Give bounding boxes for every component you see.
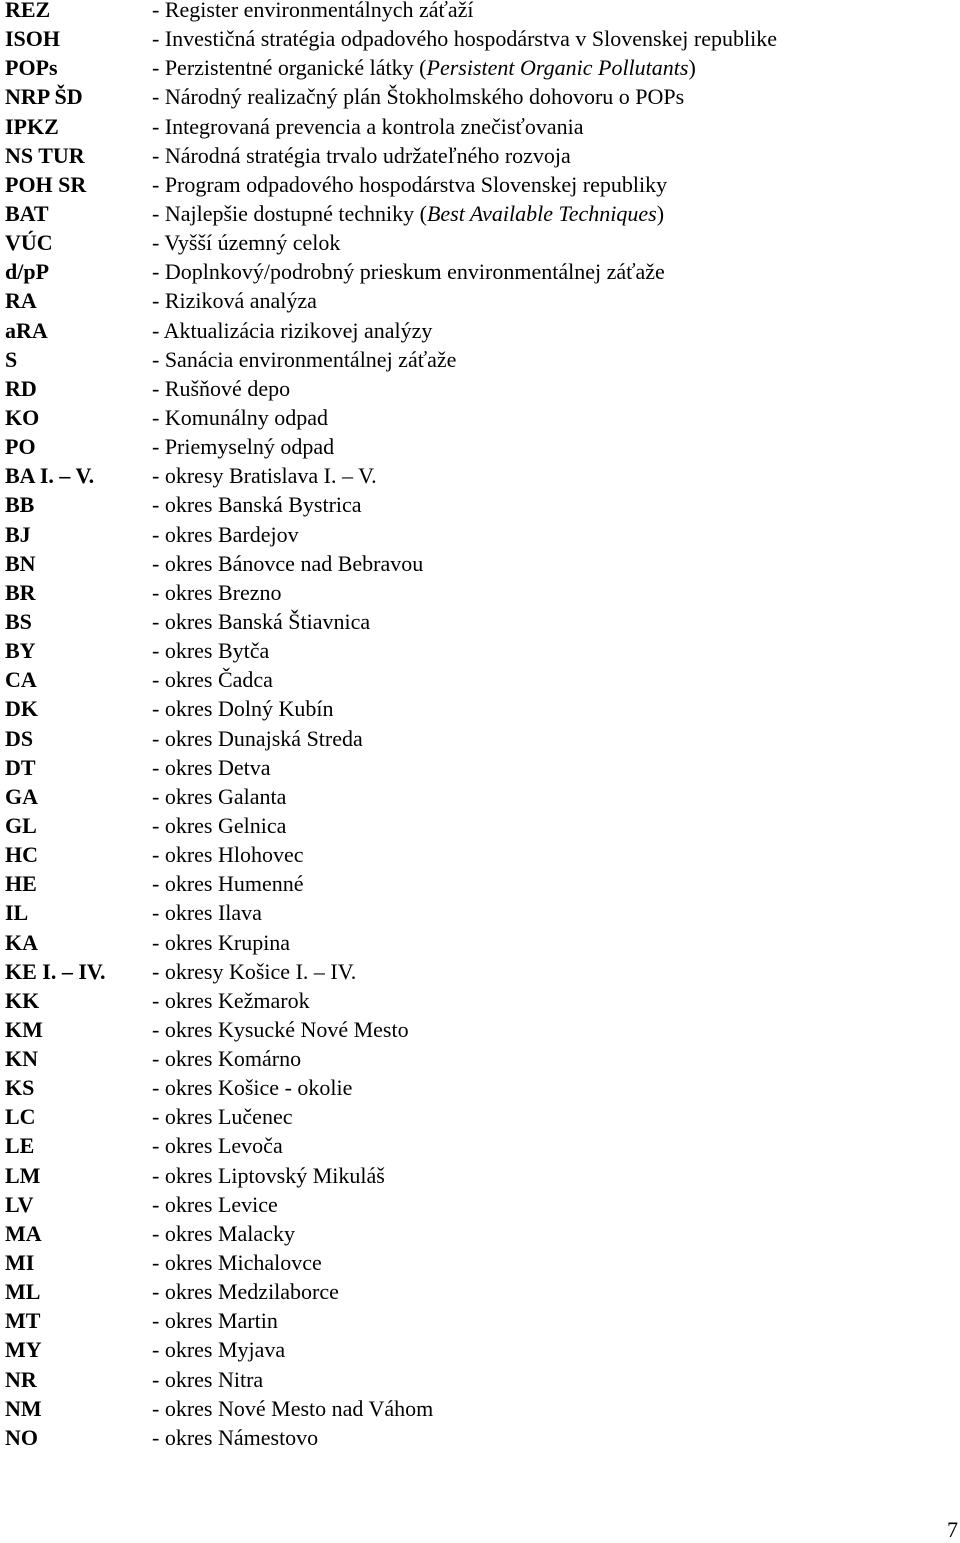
description-text: - okres Liptovský Mikuláš xyxy=(152,1162,385,1188)
abbreviation-description xyxy=(152,141,571,170)
abbreviation: NS TUR xyxy=(5,142,85,168)
abbreviation-description xyxy=(152,112,583,141)
abbreviation-description xyxy=(152,461,377,490)
abbreviation-row xyxy=(5,928,955,957)
abbreviation: LE xyxy=(5,1133,35,1159)
abbreviation: MY xyxy=(5,1337,42,1363)
description-text: - Aktualizácia rizikovej analýzy xyxy=(152,317,433,343)
abbreviation-row xyxy=(5,811,955,840)
description-text: - Register environmentálnych záťaží xyxy=(152,0,474,22)
abbreviation-description xyxy=(152,1423,318,1452)
abbreviation-row xyxy=(5,403,955,432)
description-text: - okresy Košice I. – IV. xyxy=(152,958,357,984)
abbreviation-row xyxy=(5,1073,955,1102)
abbreviation: LM xyxy=(5,1162,41,1188)
description-text: - okres Bardejov xyxy=(152,521,299,547)
abbreviation-row xyxy=(5,694,955,723)
abbreviation: RA xyxy=(5,288,37,314)
abbreviation: DT xyxy=(5,754,36,780)
abbreviation-description xyxy=(152,694,333,723)
abbreviation-description xyxy=(152,840,304,869)
description-text: - okres Kysucké Nové Mesto xyxy=(152,1016,409,1042)
description-text-end: ) xyxy=(656,200,665,226)
abbreviation-row xyxy=(5,869,955,898)
abbreviation-row xyxy=(5,1394,955,1423)
description-text: - okres Nitra xyxy=(152,1366,264,1392)
abbreviation: ML xyxy=(5,1279,41,1305)
abbreviation: CA xyxy=(5,667,37,693)
abbreviation-description xyxy=(152,986,310,1015)
abbreviation-description xyxy=(152,898,262,927)
description-text: - Sanácia environmentálnej záťaže xyxy=(152,346,457,372)
description-text: - okres Dunajská Streda xyxy=(152,725,363,751)
description-text: - okres Hlohovec xyxy=(152,842,304,868)
description-text: - okres Nové Mesto nad Váhom xyxy=(152,1395,434,1421)
abbreviation: NR xyxy=(5,1366,37,1392)
abbreviation-description xyxy=(152,1248,322,1277)
description-text: - okres Malacky xyxy=(152,1220,295,1246)
abbreviation-description xyxy=(152,403,328,432)
description-text: - okres Humenné xyxy=(152,871,304,897)
abbreviation-description xyxy=(152,24,777,53)
abbreviation-row xyxy=(5,199,955,228)
abbreviation-description xyxy=(152,82,684,111)
abbreviation: REZ xyxy=(5,0,51,22)
abbreviation-description xyxy=(152,0,474,24)
abbreviation: DS xyxy=(5,725,34,751)
abbreviation-row xyxy=(5,461,955,490)
abbreviation-row xyxy=(5,228,955,257)
description-text: - okres Námestovo xyxy=(152,1424,319,1450)
abbreviation: aRA xyxy=(5,317,48,343)
abbreviation: BN xyxy=(5,550,36,576)
abbreviation-description xyxy=(152,170,667,199)
abbreviation-row xyxy=(5,82,955,111)
abbreviation: BY xyxy=(5,638,36,664)
abbreviation: BA I. – V. xyxy=(5,463,95,489)
abbreviation-description xyxy=(152,1277,339,1306)
abbreviation: HC xyxy=(5,842,38,868)
abbreviation-description xyxy=(152,782,286,811)
abbreviation-row xyxy=(5,170,955,199)
description-text: - okres Lučenec xyxy=(152,1104,293,1130)
abbreviation-description xyxy=(152,1335,285,1364)
abbreviation-row xyxy=(5,898,955,927)
abbreviation: KK xyxy=(5,987,40,1013)
abbreviation-row xyxy=(5,724,955,753)
abbreviation-description xyxy=(152,490,362,519)
abbreviation: NRP ŠD xyxy=(5,84,83,110)
abbreviation: KS xyxy=(5,1075,35,1101)
description-text: - Komunálny odpad xyxy=(152,404,328,430)
abbreviation-row xyxy=(5,520,955,549)
abbreviation: KA xyxy=(5,929,38,955)
abbreviation: NO xyxy=(5,1424,38,1450)
abbreviation: MI xyxy=(5,1250,35,1276)
description-text: - okres Ilava xyxy=(152,900,262,926)
abbreviation: LC xyxy=(5,1104,36,1130)
description-text: - okres Košice - okolie xyxy=(152,1075,353,1101)
abbreviation: d/pP xyxy=(5,259,50,285)
description-text: - okres Michalovce xyxy=(152,1250,322,1276)
description-text: - okres Komárno xyxy=(152,1046,302,1072)
abbreviation-row xyxy=(5,1190,955,1219)
abbreviation-description xyxy=(152,1365,263,1394)
abbreviation-row xyxy=(5,112,955,141)
description-text: - Program odpadového hospodárstva Slovenskej republiky xyxy=(152,171,668,197)
abbreviation: GL xyxy=(5,812,37,838)
abbreviation-row xyxy=(5,1248,955,1277)
abbreviation: S xyxy=(5,346,18,372)
abbreviation: KO xyxy=(5,404,40,430)
abbreviation-description xyxy=(152,1190,278,1219)
description-text: - okres Galanta xyxy=(152,783,287,809)
abbreviation-row xyxy=(5,1335,955,1364)
abbreviation: BJ xyxy=(5,521,31,547)
description-text-end: ) xyxy=(688,55,696,81)
abbreviation-row xyxy=(5,578,955,607)
abbreviation-row xyxy=(5,432,955,461)
abbreviation-description xyxy=(152,869,304,898)
description-text: - Národný realizačný plán Štokholmského dohovoru o POPs xyxy=(152,84,685,110)
abbreviation-description xyxy=(152,1015,409,1044)
description-text: - okres Banská Bystrica xyxy=(152,492,362,518)
abbreviation-description xyxy=(152,257,665,286)
abbreviation-row xyxy=(5,141,955,170)
description-text: - okres Bánovce nad Bebravou xyxy=(152,550,424,576)
abbreviation-row xyxy=(5,1423,955,1452)
abbreviation-row xyxy=(5,316,955,345)
abbreviation-row xyxy=(5,1365,955,1394)
abbreviation: BAT xyxy=(5,200,49,226)
abbreviation: POPs xyxy=(5,55,58,81)
abbreviation: KE I. – IV. xyxy=(5,958,106,984)
description-text: - okres Levoča xyxy=(152,1133,283,1159)
description-text: - okres Myjava xyxy=(152,1337,286,1363)
abbreviation: KM xyxy=(5,1016,43,1042)
description-text: - Riziková analýza xyxy=(152,288,317,314)
abbreviation-description xyxy=(152,1102,292,1131)
description-italic-text: Best Available Techniques xyxy=(426,200,657,226)
abbreviation: POH SR xyxy=(5,171,87,197)
abbreviation: ISOH xyxy=(5,26,61,52)
abbreviation-row xyxy=(5,24,955,53)
abbreviation: BS xyxy=(5,608,32,634)
abbreviation-description xyxy=(152,811,286,840)
abbreviation-description xyxy=(152,665,273,694)
abbreviation-row xyxy=(5,840,955,869)
abbreviation-description xyxy=(152,578,282,607)
abbreviation-description xyxy=(152,724,363,753)
abbreviation-description xyxy=(152,228,340,257)
description-text: - okres Čadca xyxy=(152,667,273,693)
abbreviation-description xyxy=(152,928,290,957)
abbreviation-description xyxy=(152,199,664,228)
abbreviation-row xyxy=(5,986,955,1015)
abbreviation: IL xyxy=(5,900,29,926)
description-text: - Rušňové depo xyxy=(152,375,291,401)
abbreviation-row xyxy=(5,0,955,24)
abbreviation-row xyxy=(5,345,955,374)
abbreviation-row xyxy=(5,1015,955,1044)
abbreviation-row xyxy=(5,1306,955,1335)
abbreviation-row xyxy=(5,490,955,519)
abbreviation-description xyxy=(152,1219,295,1248)
abbreviation-row xyxy=(5,665,955,694)
abbreviation-description xyxy=(152,1131,283,1160)
abbreviation: LV xyxy=(5,1191,34,1217)
abbreviation-row xyxy=(5,1277,955,1306)
abbreviation-description xyxy=(152,1044,301,1073)
abbreviation-row xyxy=(5,53,955,82)
description-text: - okres Bytča xyxy=(152,638,270,664)
description-text: - okres Banská Štiavnica xyxy=(152,608,371,634)
description-text: - okres Brezno xyxy=(152,579,282,605)
abbreviation: HE xyxy=(5,871,37,897)
description-text: - Vyšší územný celok xyxy=(152,230,341,256)
description-italic-text: Persistent Organic Pollutants xyxy=(426,55,689,81)
abbreviation-row xyxy=(5,286,955,315)
abbreviation-description xyxy=(152,636,269,665)
abbreviation-row xyxy=(5,1102,955,1131)
abbreviation: GA xyxy=(5,783,38,809)
abbreviation-description xyxy=(152,345,456,374)
abbreviation-row xyxy=(5,636,955,665)
abbreviation-description xyxy=(152,1161,385,1190)
description-text: - okres Dolný Kubín xyxy=(152,696,334,722)
description-text: - okresy Bratislava I. – V. xyxy=(152,463,377,489)
description-text: - okres Krupina xyxy=(152,929,291,955)
abbreviation-description xyxy=(152,1306,278,1335)
abbreviation: MT xyxy=(5,1308,41,1334)
abbreviation-row xyxy=(5,257,955,286)
abbreviation-row xyxy=(5,374,955,403)
abbreviation-description xyxy=(152,957,356,986)
abbreviation-description xyxy=(152,607,370,636)
description-text: - okres Gelnica xyxy=(152,812,287,838)
abbreviation: DK xyxy=(5,696,38,722)
description-text: - Investičná stratégia odpadového hospodárstva v Slovenskej republike xyxy=(152,26,778,52)
description-text: - Integrovaná prevencia a kontrola znečisťovania xyxy=(152,113,584,139)
abbreviation-row xyxy=(5,1044,955,1073)
abbreviation: KN xyxy=(5,1046,38,1072)
abbreviation-description xyxy=(152,53,696,82)
description-text: - Priemyselný odpad xyxy=(152,434,335,460)
abbreviation-row xyxy=(5,782,955,811)
description-text: - Najlepšie dostupné techniky ( xyxy=(152,200,427,226)
description-text: - okres Martin xyxy=(152,1308,278,1334)
abbreviation-row xyxy=(5,1131,955,1160)
abbreviation: NM xyxy=(5,1395,42,1421)
abbreviation-description xyxy=(152,432,334,461)
abbreviation-description xyxy=(152,753,271,782)
abbreviation-description xyxy=(152,520,299,549)
abbreviation-description xyxy=(152,286,317,315)
description-text: - okres Levice xyxy=(152,1191,278,1217)
abbreviation-description xyxy=(152,316,432,345)
abbreviation: MA xyxy=(5,1220,42,1246)
description-text: - okres Detva xyxy=(152,754,271,780)
abbreviation: BR xyxy=(5,579,36,605)
abbreviation: RD xyxy=(5,375,37,401)
abbreviation-description xyxy=(152,1394,433,1423)
description-text: - Národná stratégia trvalo udržateľného rozvoja xyxy=(152,142,571,168)
abbreviation: VÚC xyxy=(5,230,53,256)
abbreviation-list xyxy=(5,0,955,1452)
description-text: - okres Medzilaborce xyxy=(152,1279,339,1305)
abbreviation: IPKZ xyxy=(5,113,59,139)
description-text: - okres Kežmarok xyxy=(152,987,310,1013)
abbreviation-description xyxy=(152,374,290,403)
abbreviation-row xyxy=(5,753,955,782)
description-text: - Perzistentné organické látky ( xyxy=(152,55,427,81)
description-text: - Doplnkový/podrobný prieskum environmentálnej záťaže xyxy=(152,259,665,285)
page-number: 7 xyxy=(947,1517,958,1542)
abbreviation-description xyxy=(152,1073,352,1102)
abbreviation-row xyxy=(5,957,955,986)
abbreviation-row xyxy=(5,607,955,636)
abbreviation: PO xyxy=(5,434,36,460)
abbreviation-row xyxy=(5,549,955,578)
abbreviation: BB xyxy=(5,492,35,518)
abbreviation-description xyxy=(152,549,423,578)
abbreviation-row xyxy=(5,1219,955,1248)
abbreviation-row xyxy=(5,1161,955,1190)
